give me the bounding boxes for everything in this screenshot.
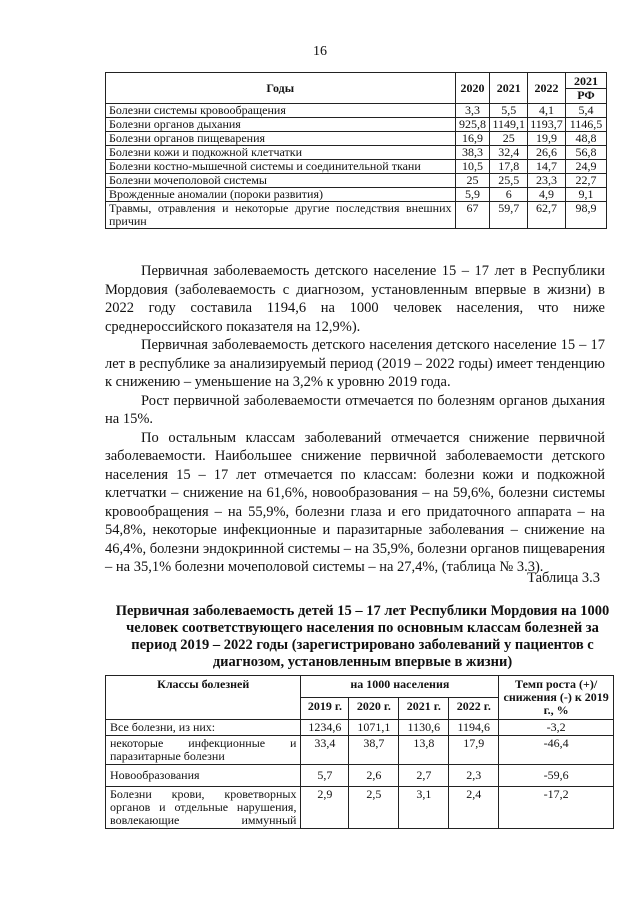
header-2022: 2022 bbox=[528, 73, 566, 104]
cell-2019: 2,9 bbox=[301, 787, 349, 829]
cell-2020: 3,3 bbox=[455, 104, 490, 118]
header-2021: 2021 г. bbox=[399, 698, 449, 720]
row-name: некоторые инфекционные и паразитарные болезни bbox=[106, 736, 301, 765]
cell-2020: 5,9 bbox=[455, 188, 490, 202]
cell-rf: 5,4 bbox=[566, 104, 607, 118]
cell-2020: 2,5 bbox=[349, 787, 399, 829]
cell-2022: 1193,7 bbox=[528, 118, 566, 132]
cell-2020: 16,9 bbox=[455, 132, 490, 146]
header-2021: 2021 bbox=[490, 73, 528, 104]
table-row bbox=[106, 132, 607, 146]
row-name: Болезни органов дыхания bbox=[106, 118, 456, 132]
row-name: Болезни органов пищеварения bbox=[106, 132, 456, 146]
cell-2020: 1071,1 bbox=[349, 720, 399, 736]
cell-2019: 33,4 bbox=[301, 736, 349, 765]
cell-2021: 13,8 bbox=[399, 736, 449, 765]
cell-rf: 56,8 bbox=[566, 146, 607, 160]
cell-growth: -46,4 bbox=[499, 736, 614, 765]
table-row bbox=[106, 188, 607, 202]
table-row bbox=[106, 736, 614, 765]
cell-growth: -17,2 bbox=[499, 787, 614, 829]
cell-growth: -3,2 bbox=[499, 720, 614, 736]
cell-2021: 59,7 bbox=[490, 202, 528, 229]
cell-2022: 2,3 bbox=[449, 765, 499, 787]
cell-rf: 48,8 bbox=[566, 132, 607, 146]
cell-2020: 10,5 bbox=[455, 160, 490, 174]
cell-2021: 32,4 bbox=[490, 146, 528, 160]
cell-2021: 3,1 bbox=[399, 787, 449, 829]
cell-2022: 17,9 bbox=[449, 736, 499, 765]
row-name: Болезни мочеполовой системы bbox=[106, 174, 456, 188]
disease-rates-table-2020-2022 bbox=[105, 72, 607, 229]
cell-rf: 24,9 bbox=[566, 160, 607, 174]
cell-2021: 25,5 bbox=[490, 174, 528, 188]
cell-2022: 14,7 bbox=[528, 160, 566, 174]
header-per-1000: на 1000 населения bbox=[301, 676, 499, 698]
paragraph: Первичная заболеваемость детского население 15 – 17 лет в Республики Мордовия (заболеваемость с диагнозом, установленным впервые в жизни) в 2022 году составила 1194,6 на 1000 человек населения, что ниже среднероссийского показателя на 12,9%). bbox=[105, 263, 605, 335]
header-rf-label: РФ bbox=[577, 87, 595, 102]
body-text bbox=[105, 262, 605, 577]
table-row bbox=[106, 765, 614, 787]
table-header-row bbox=[106, 73, 607, 104]
cell-2019: 1234,6 bbox=[301, 720, 349, 736]
row-name: Травмы, отравления и некоторые другие последствия внешних причин bbox=[106, 202, 456, 229]
header-growth: Темп роста (+)/ снижения (-) к 2019 г., % bbox=[499, 676, 614, 720]
cell-2020: 25 bbox=[455, 174, 490, 188]
incidence-by-class-table-2019-2022 bbox=[105, 675, 614, 829]
cell-2022: 62,7 bbox=[528, 202, 566, 229]
cell-growth: -59,6 bbox=[499, 765, 614, 787]
table-row bbox=[106, 160, 607, 174]
row-name: Болезни костно-мышечной системы и соединительной ткани bbox=[106, 160, 456, 174]
row-name: Болезни крови, кроветворных органов и отдельные нарушения, вовлекающие иммунный bbox=[106, 787, 301, 829]
cell-2021: 2,7 bbox=[399, 765, 449, 787]
cell-2020: 925,8 bbox=[455, 118, 490, 132]
header-2022: 2022 г. bbox=[449, 698, 499, 720]
table-row bbox=[106, 118, 607, 132]
cell-2020: 38,3 bbox=[455, 146, 490, 160]
cell-2021: 1130,6 bbox=[399, 720, 449, 736]
cell-2021: 1149,1 bbox=[490, 118, 528, 132]
table-title: Первичная заболеваемость детей 15 – 17 лет Республики Мордовия на 1000 человек соответствующего населения по основным классам болезней за период 2019 – 2022 годы (зарегистрировано заболеваний у пациентов с диагнозом, установленным впервые в жизни) bbox=[115, 603, 610, 670]
cell-2020: 2,6 bbox=[349, 765, 399, 787]
header-years: Годы bbox=[106, 73, 456, 104]
table-row bbox=[106, 104, 607, 118]
row-name: Болезни кожи и подкожной клетчатки bbox=[106, 146, 456, 160]
table-caption: Таблица 3.3 bbox=[527, 570, 600, 586]
row-name: Все болезни, из них: bbox=[106, 720, 301, 736]
header-2019: 2019 г. bbox=[301, 698, 349, 720]
cell-2020: 38,7 bbox=[349, 736, 399, 765]
header-rf-year: 2021 bbox=[566, 75, 606, 89]
table-row bbox=[106, 174, 607, 188]
cell-2022: 4,1 bbox=[528, 104, 566, 118]
cell-2021: 6 bbox=[490, 188, 528, 202]
row-name: Болезни системы кровообращения bbox=[106, 104, 456, 118]
cell-rf: 9,1 bbox=[566, 188, 607, 202]
cell-2022: 19,9 bbox=[528, 132, 566, 146]
cell-2022: 23,3 bbox=[528, 174, 566, 188]
table-row bbox=[106, 720, 614, 736]
cell-2019: 5,7 bbox=[301, 765, 349, 787]
paragraph: По остальным классам заболеваний отмечается снижение первичной заболеваемости. Наибольшее снижение первичной заболеваемости детского населения 15 – 17 лет отмечается по классам: болезни кожи и подкожной клетчатки – снижение на 61,6%, новообразования – на 59,6%, болезни системы кровообращения – на 55,9%, болезни глаза и его придаточного аппарата – на 54,8%, некоторые инфекционные и паразитарные заболевания – снижение на 46,4%, болезни эндокринной системы – на 35,9%, болезни органов пищеварения – на 35,1% болезни мочеполовой системы – на 27,4%, (таблица № 3.3). bbox=[105, 429, 605, 575]
cell-2022: 26,6 bbox=[528, 146, 566, 160]
table-row bbox=[106, 202, 607, 229]
paragraph: Первичная заболеваемость детского населения детского население 15 – 17 лет в республике за анализируемый период (2019 – 2022 годы) имеет тенденцию к снижению – уменьшение на 3,2% к уровню 2019 года. bbox=[105, 337, 605, 390]
table-row bbox=[106, 787, 614, 829]
header-2020: 2020 bbox=[455, 73, 490, 104]
page-number: 16 bbox=[313, 44, 327, 59]
header-classes: Классы болезней bbox=[106, 676, 301, 720]
cell-rf: 1146,5 bbox=[566, 118, 607, 132]
cell-2021: 5,5 bbox=[490, 104, 528, 118]
cell-2022: 1194,6 bbox=[449, 720, 499, 736]
header-2021-rf bbox=[566, 73, 607, 104]
row-name: Врожденные аномалии (пороки развития) bbox=[106, 188, 456, 202]
cell-rf: 22,7 bbox=[566, 174, 607, 188]
cell-2022: 2,4 bbox=[449, 787, 499, 829]
table-header-row bbox=[106, 676, 614, 698]
table-row bbox=[106, 146, 607, 160]
cell-2020: 67 bbox=[455, 202, 490, 229]
cell-2022: 4,9 bbox=[528, 188, 566, 202]
paragraph: Рост первичной заболеваемости отмечается по болезням органов дыхания на 15%. bbox=[105, 392, 605, 427]
row-name: Новообразования bbox=[106, 765, 301, 787]
cell-rf: 98,9 bbox=[566, 202, 607, 229]
cell-2021: 25 bbox=[490, 132, 528, 146]
header-2020: 2020 г. bbox=[349, 698, 399, 720]
cell-2021: 17,8 bbox=[490, 160, 528, 174]
